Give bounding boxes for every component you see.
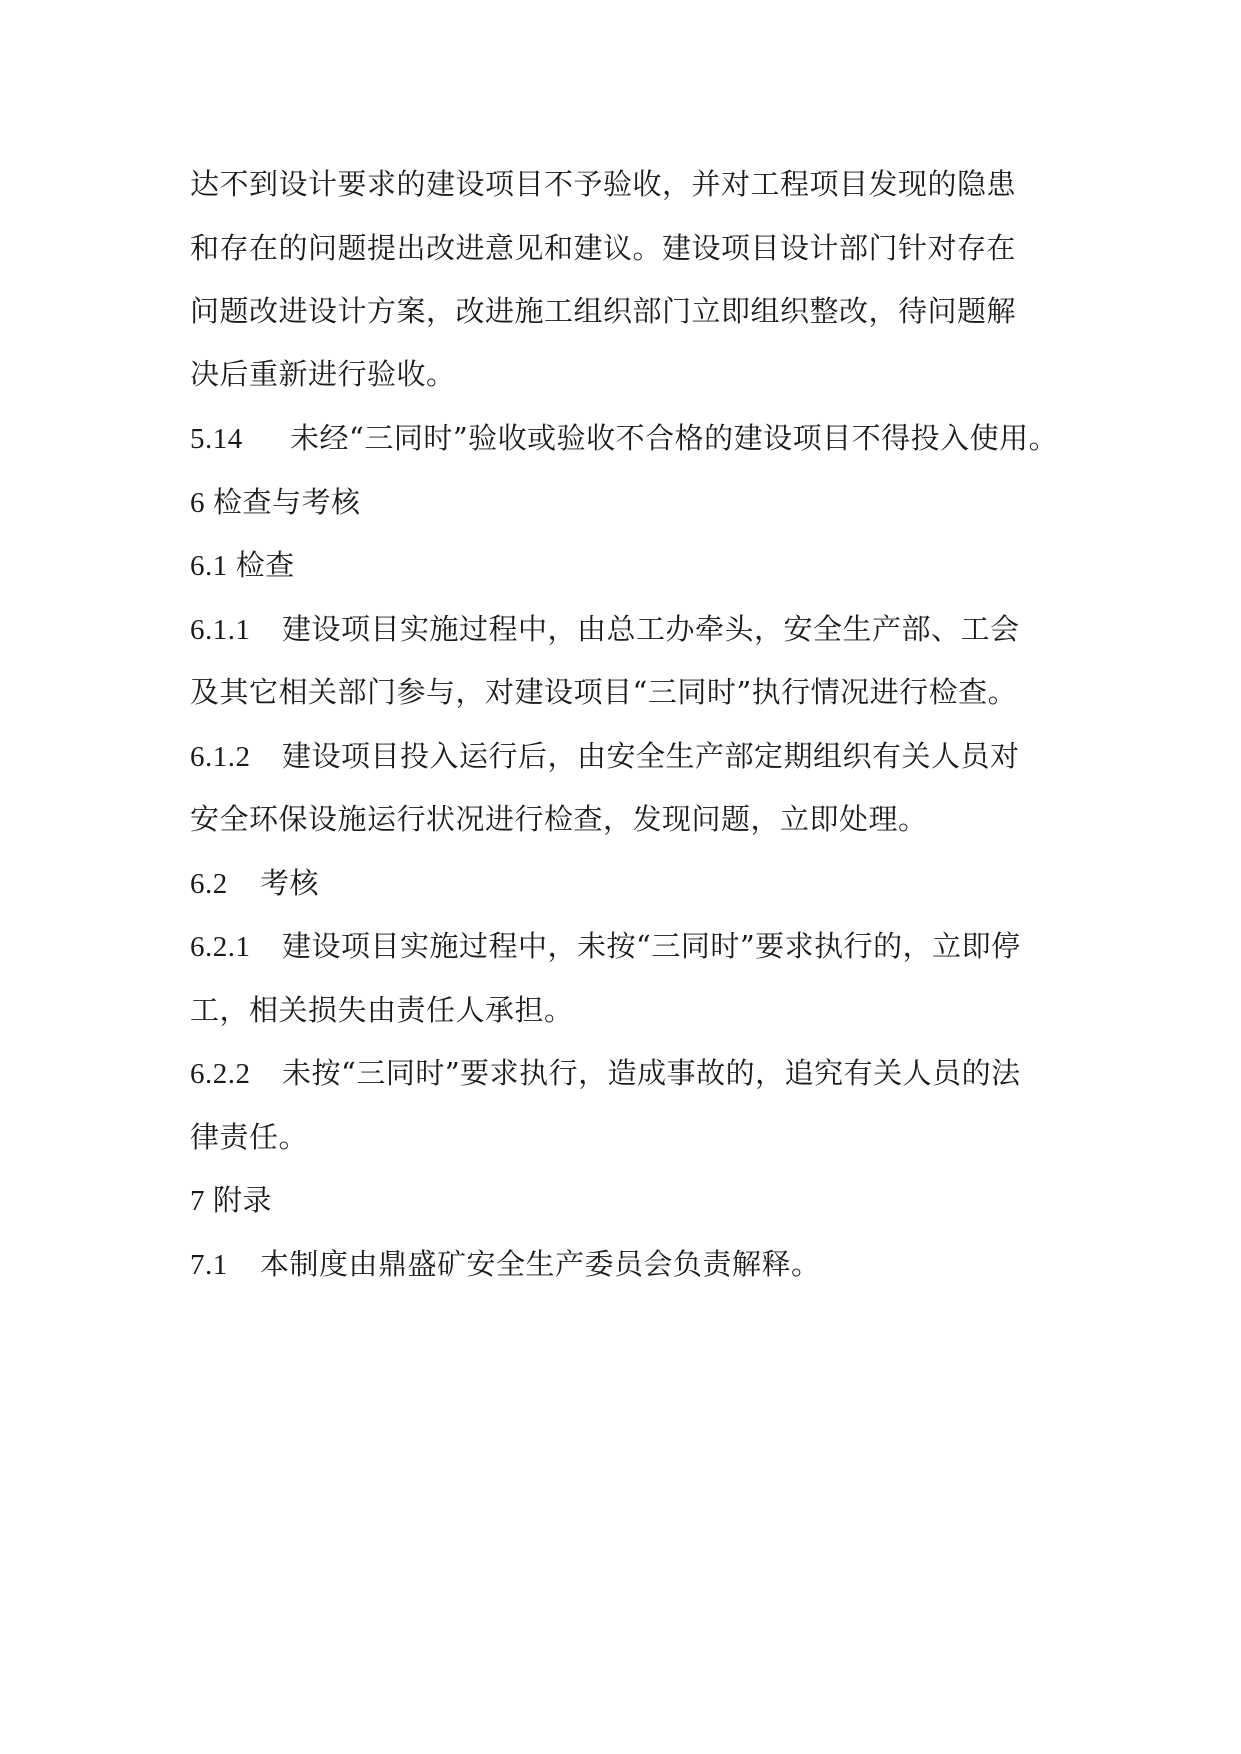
paragraph-line	[190, 228, 1016, 268]
clause-number: 6.1.2	[190, 741, 251, 773]
line-text: 工，相关损失由责任人承担。	[190, 993, 574, 1027]
clause-5-14	[190, 418, 1058, 459]
section-title: 检查与考核	[213, 485, 361, 519]
line-text: 安全环保设施运行状况进行检查，发现问题，立即处理。	[190, 802, 928, 836]
clause-number: 7.1	[190, 1249, 228, 1281]
clause-7-1	[190, 1244, 821, 1285]
clause-text: 未按“三同时”要求执行，造成事故的，追究有关人员的法	[282, 1056, 1021, 1090]
paragraph-line	[190, 672, 1017, 712]
clause-6-2-1	[190, 926, 1021, 967]
paragraph-line	[190, 799, 928, 839]
section-number: 6.1	[190, 550, 228, 582]
clause-number: 5.14	[190, 423, 243, 455]
line-text: 达不到设计要求的建设项目不予验收，并对工程项目发现的隐患	[190, 167, 1017, 201]
section-title: 附录	[213, 1183, 273, 1217]
clause-6-1-2	[190, 736, 1020, 777]
section-heading-6	[190, 482, 361, 523]
clause-6-2-2	[190, 1053, 1021, 1094]
section-number: 6	[190, 487, 205, 519]
subsection-heading-6-2	[190, 863, 319, 904]
line-text: 问题改进设计方案，改进施工组织部门立即组织整改，待问题解	[190, 294, 1017, 328]
paragraph-line	[190, 990, 574, 1030]
clause-text: 本制度由鼎盛矿安全生产委员会负责解释。	[260, 1247, 821, 1281]
subsection-heading-6-1	[190, 545, 295, 586]
clause-number: 6.2.1	[190, 931, 251, 963]
section-number: 6.2	[190, 868, 228, 900]
line-text: 及其它相关部门参与，对建设项目“三同时”执行情况进行检查。	[190, 675, 1018, 709]
clause-6-1-1	[190, 609, 1020, 650]
paragraph-line	[190, 354, 456, 394]
paragraph-line	[190, 1117, 308, 1157]
clause-text: 建设项目实施过程中，由总工办牵头，安全生产部、工会	[282, 612, 1020, 646]
section-heading-7	[190, 1180, 272, 1221]
clause-number: 6.1.1	[190, 614, 251, 646]
clause-text: 建设项目投入运行后，由安全生产部定期组织有关人员对	[282, 739, 1020, 773]
section-title: 检查	[235, 548, 295, 582]
clause-number: 6.2.2	[190, 1058, 251, 1090]
line-text: 和存在的问题提出改进意见和建议。建设项目设计部门针对存在	[190, 231, 1017, 265]
clause-text: 未经“三同时”验收或验收不合格的建设项目不得投入使用。	[290, 421, 1059, 455]
line-text: 决后重新进行验收。	[190, 357, 456, 391]
line-text: 律责任。	[190, 1120, 309, 1154]
paragraph-line	[190, 164, 1016, 204]
section-title: 考核	[260, 866, 320, 900]
clause-text: 建设项目实施过程中，未按“三同时”要求执行的，立即停	[282, 929, 1021, 963]
section-number: 7	[190, 1185, 205, 1217]
paragraph-line	[190, 291, 1016, 331]
